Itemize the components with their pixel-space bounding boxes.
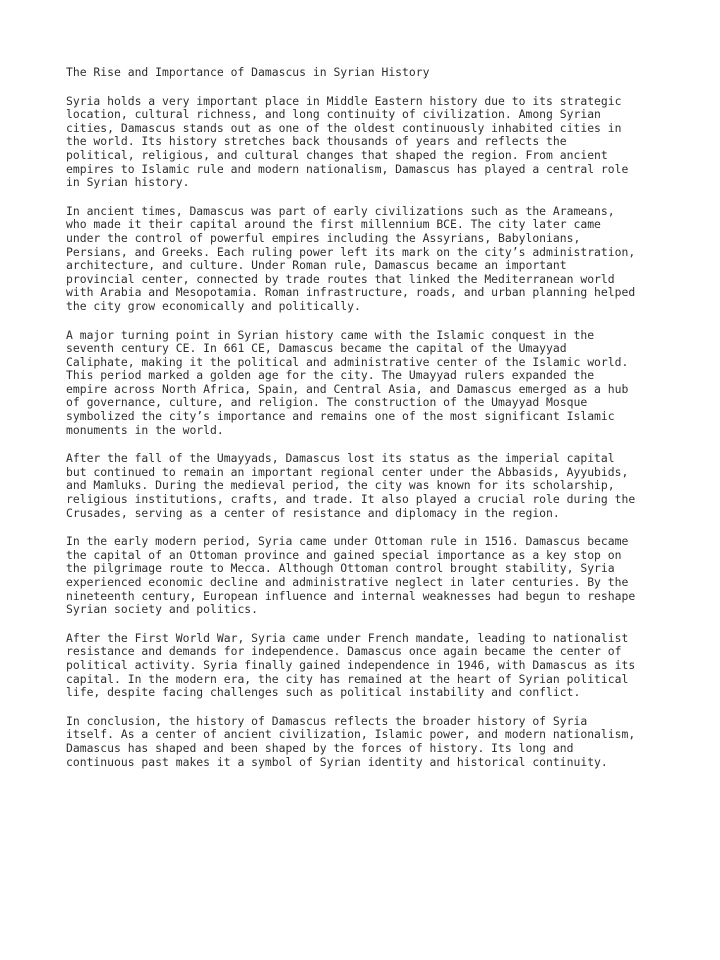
paragraph-ottoman-period: In the early modern period, Syria came under Ottoman rule in 1516. Damascus became the capital of an Ottoman province and gained special importance as a key stop on the pilgrimage route to Mecca. Although Ottoman control brought stability, Syria experienced economic decline and administrative neglect in later centuries. By the nineteenth century, European influence and internal weaknesses had begun to reshape Syrian society and politics. — [66, 534, 636, 617]
paragraph-after-umayyads: After the fall of the Umayyads, Damascus lost its status as the imperial capital but continued to remain an important regional center under the Abbasids, Ayyubids, and Mamluks. During the medieval period, the city was known for its scholarship, religious institutions, crafts, and trade. It also played a crucial role during the Crusades, serving as a center of resistance and diplomacy in the region. — [66, 451, 636, 520]
paragraph-conclusion: In conclusion, the history of Damascus reflects the broader history of Syria itself. As a center of ancient civilization, Islamic power, and modern nationalism, Damascus has shaped and been shaped by the forces of history. Its long and continuous past makes it a symbol of Syrian identity and historical continuity. — [66, 713, 636, 769]
paragraph-french-mandate: After the First World War, Syria came under French mandate, leading to nationalist resistance and demands for independence. Damascus once again became the center of political activity. Syria finally gained independence in 1946, with Damascus as its capital. In the modern era, the city has remained at the heart of Syrian political life, despite facing challenges such as political instability and conflict. — [66, 630, 636, 700]
paragraph-ancient-times: In ancient times, Damascus was part of early civilizations such as the Arameans, who made it their capital around the first millennium BCE. The city later came under the control of powerful empires including the Assyrians, Babylonians, Persians, and Greeks. Each ruling power left its mark on the city’s administration, architecture, and culture. Under Roman rule, Damascus became an important provincial center, connected by trade routes that linked the Mediterranean world with Arabia and Mesopotamia. Roman infrastructure, roads, and urban planning helped the city grow economically and politically. — [66, 203, 636, 313]
document-title: The Rise and Importance of Damascus in Syrian History — [66, 65, 430, 79]
paragraph-intro: Syria holds a very important place in Middle Eastern history due to its strategic location, cultural richness, and long continuity of civilization. Among Syrian cities, Damascus stands out as one of the oldest continuously inhabited cities in the world. Its history stretches back thousands of years and reflects the political, religious, and cultural changes that shaped the region. From ancient empires to Islamic rule and modern nationalism, Damascus has played a central role in Syrian history. — [66, 93, 629, 190]
paragraph-islamic-conquest: A major turning point in Syrian history came with the Islamic conquest in the seventh century CE. In 661 CE, Damascus became the capital of the Umayyad Caliphate, making it the political and administrative center of the Islamic world. This period marked a golden age for the city. The Umayyad rulers expanded the empire across North Africa, Spain, and Central Asia, and Damascus emerged as a hub of governance, culture, and religion. The construction of the Umayyad Mosque symbolized the city’s importance and remains one of the most significant Islamic monuments in the world. — [66, 327, 629, 437]
